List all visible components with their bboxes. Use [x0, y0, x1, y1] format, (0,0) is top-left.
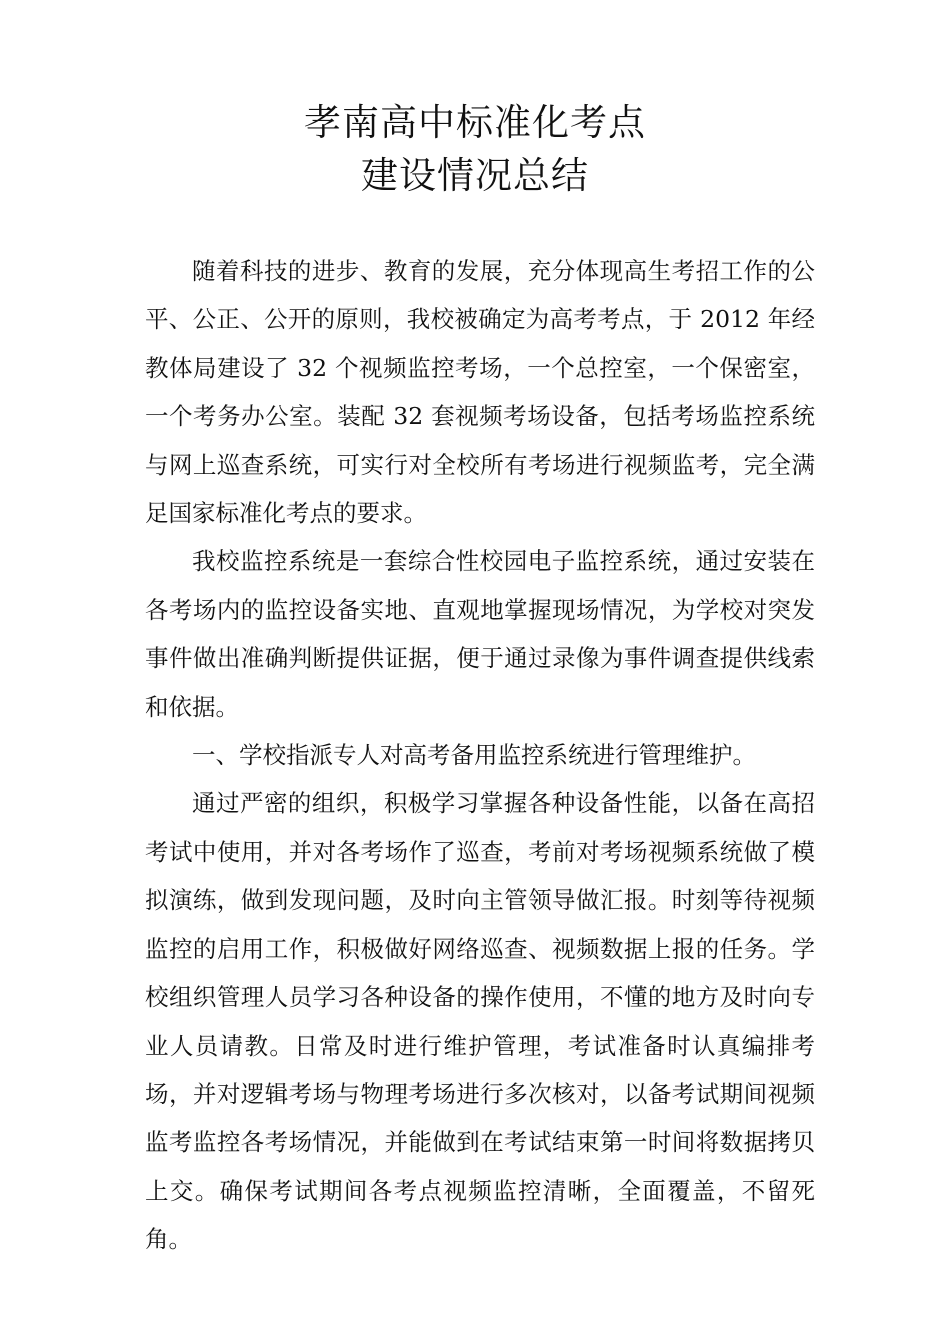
- paragraph-intro: 随着科技的进步、教育的发展，充分体现高生考招工作的公平、公正、公开的原则，我校被确定为高考考点，于 2012 年经教体局建设了 32 个视频监控考场，一个总控室，一个保密室，一个考务办公室。装配 32 套视频考场设备，包括考场监控系统与网上巡查系统，可实行对全校所有考场进行视频监考，完全满足国家标准化考点的要求。: [145, 257, 815, 528]
- document-title-line-1: 孝南高中标准化考点: [304, 101, 646, 144]
- document-body: [145, 247, 815, 1264]
- document-title-line-2: 建设情况总结: [361, 154, 589, 197]
- paragraph-monitoring-system: 我校监控系统是一套综合性校园电子监控系统，通过安装在各考场内的监控设备实地、直观地掌握现场情况，为学校对突发事件做出准确判断提供证据，便于通过录像为事件调查提供线索和依据。: [145, 547, 815, 721]
- paragraph-maintenance: 通过严密的组织，积极学习掌握各种设备性能，以备在高招考试中使用，并对各考场作了巡查，考前对考场视频系统做了模拟演练，做到发现问题，及时向主管领导做汇报。时刻等待视频监控的启用工作，积极做好网络巡查、视频数据上报的任务。学校组织管理人员学习各种设备的操作使用，不懂的地方及时向专业人员请教。日常及时进行维护管理，考试准备时认真编排考场，并对逻辑考场与物理考场进行多次核对，以备考试期间视频监考监控各考场情况，并能做到在考试结束第一时间将数据拷贝上交。确保考试期间各考点视频监控清晰，全面覆盖，不留死角。: [145, 789, 815, 1254]
- section-heading-1: 一、学校指派专人对高考备用监控系统进行管理维护。: [192, 741, 756, 770]
